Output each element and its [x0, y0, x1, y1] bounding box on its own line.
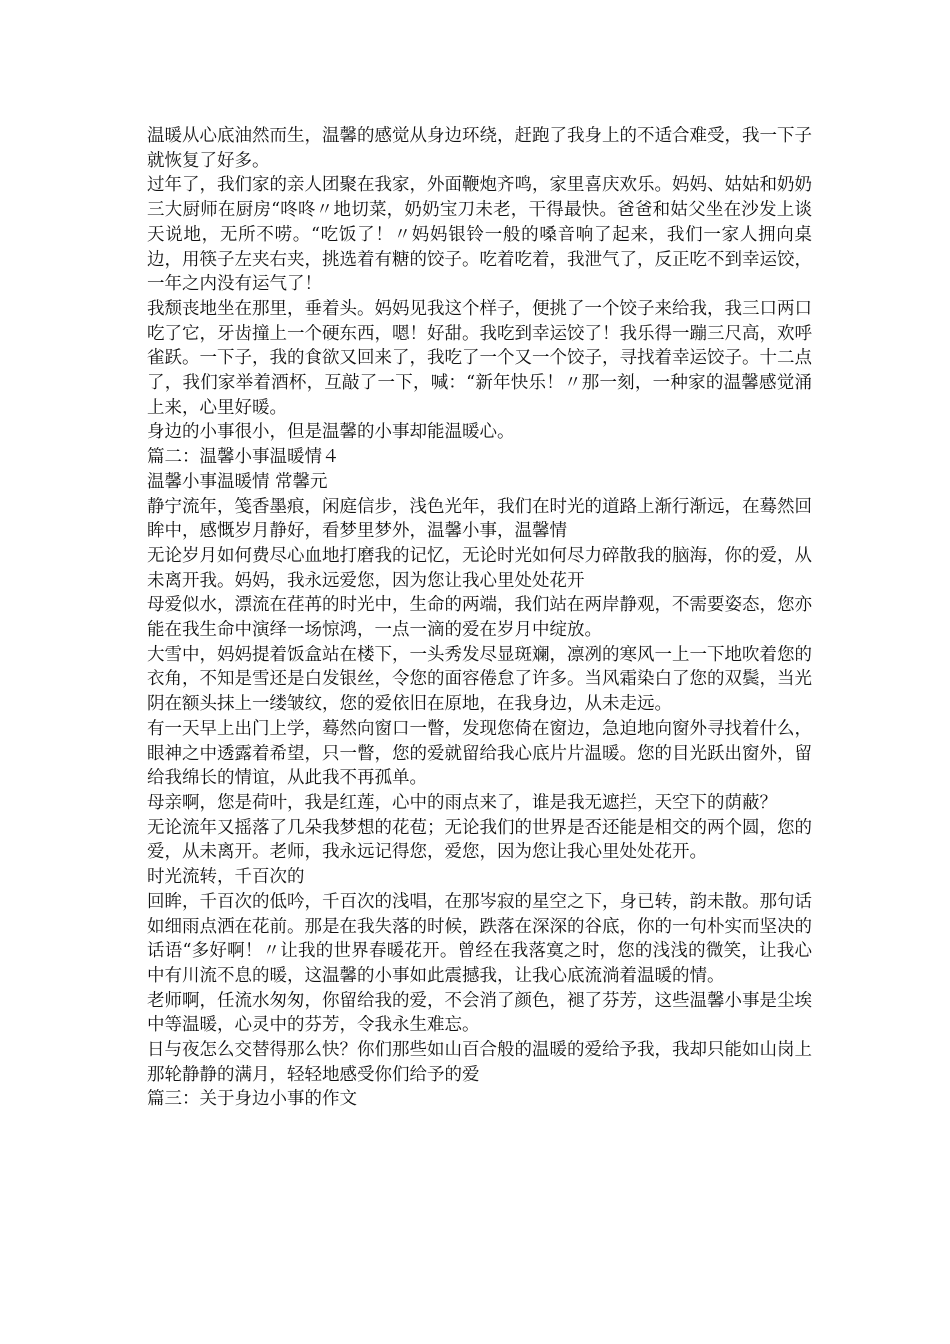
paragraph: 静宁流年，笺香墨痕，闲庭信步，浅色光年，我们在时光的道路上渐行渐远，在蓦然回眸中，感慨岁月静好，看梦里梦外，温馨小事，温馨情 [147, 496, 812, 542]
paragraph: 回眸，千百次的低吟，千百次的浅唱，在那岑寂的星空之下，身已转，韵未散。那句话如细雨点洒在花前。那是在我失落的时候，跌落在深深的谷底，你的一句朴实而坚决的话语“多好啊！〃让我的世界春暖花开。曾经在我落寞之时，您的浅浅的微笑，让我心中有川流不息的暖，这温馨的小事如此震撼我，让我心底流淌着温暖的情。 [147, 891, 812, 986]
paragraph: 大雪中，妈妈提着饭盒站在楼下，一头秀发尽显斑斓，凛冽的寒风一上一下地吹着您的衣角，不知是雪还是白发银丝，令您的面容倦怠了许多。当风霜染白了您的双鬓，当光阴在额头抹上一缕皱纹，您的爱依旧在原地，在我身边，从未走远。 [147, 644, 812, 715]
document-body [147, 124, 812, 1112]
paragraph: 母爱似水，漂流在荏苒的时光中，生命的两端，我们站在两岸静观，不需要姿态，您亦能在我生命中演绎一场惊鸿，一点一滴的爱在岁月中绽放。 [147, 595, 812, 641]
section-heading: 篇二：温馨小事温暖情４ [147, 447, 340, 468]
paragraph: 有一天早上出门上学，蓦然向窗口一瞥，发现您倚在窗边，急迫地向窗外寻找着什么，眼神之中透露着希望，只一瞥，您的爱就留给我心底片片温暖。您的目光跃出窗外，留给我绵长的情谊，从此我不再孤单。 [147, 718, 812, 789]
paragraph: 温暖从心底油然而生，温馨的感觉从身边环绕，赶跑了我身上的不适合难受，我一下子就恢复了好多。 [147, 126, 812, 171]
paragraph: 母亲啊，您是荷叶，我是红莲，心中的雨点来了，谁是我无遮拦，天空下的荫蔽？ [147, 792, 777, 813]
section-heading: 篇三：关于身边小事的作文 [147, 1089, 357, 1110]
article-title-author: 温馨小事温暖情 常馨元 [147, 471, 328, 492]
paragraph: 老师啊，任流水匆匆，你留给我的爱，不会消了颜色，褪了芬芳，这些温馨小事是尘埃中等温暖，心灵中的芬芳，令我永生难忘。 [147, 990, 812, 1036]
paragraph: 过年了，我们家的亲人团聚在我家，外面鞭炮齐鸣，家里喜庆欢乐。妈妈、姑姑和奶奶三大厨师在厨房“咚咚〃地切菜，奶奶宝刀未老，干得最快。爸爸和姑父坐在沙发上谈天说地，无所不唠。“吃饭了！〃妈妈银铃一般的嗓音响了起来，我们一家人拥向桌边，用筷子左夹右夹，挑选着有糖的饺子。吃着吃着，我泄气了，反正吃不到幸运饺，一年之内没有运气了！ [147, 175, 812, 295]
paragraph: 无论流年又摇落了几朵我梦想的花苞；无论我们的世界是否还能是相交的两个圆，您的爱，从未离开。老师，我永远记得您，爱您，因为您让我心里处处花开。 [147, 817, 812, 863]
paragraph: 日与夜怎么交替得那么快？你们那些如山百合般的温暖的爱给予我，我却只能如山岗上那轮静静的满月，轻轻地感受你们给予的爱 [147, 1040, 812, 1085]
paragraph: 我颓丧地坐在那里，垂着头。妈妈见我这个样子，便挑了一个饺子来给我，我三口两口吃了它，牙齿撞上一个硬东西，嗯！好甜。我吃到幸运饺了！我乐得一蹦三尺高，欢呼雀跃。一下子，我的食欲又回来了，我吃了一个又一个饺子，寻找着幸运饺子。十二点了，我们家举着酒杯，互敲了一下，喊：“新年快乐！〃那一刻，一种家的温馨感觉涌上来，心里好暖。 [147, 298, 812, 418]
paragraph: 时光流转，千百次的 [147, 867, 305, 888]
paragraph: 身边的小事很小，但是温馨的小事却能温暖心。 [147, 422, 515, 443]
paragraph: 无论岁月如何费尽心血地打磨我的记忆，无论时光如何尽力碎散我的脑海，你的爱，从未离开我。妈妈，我永远爱您，因为您让我心里处处花开 [147, 545, 812, 591]
